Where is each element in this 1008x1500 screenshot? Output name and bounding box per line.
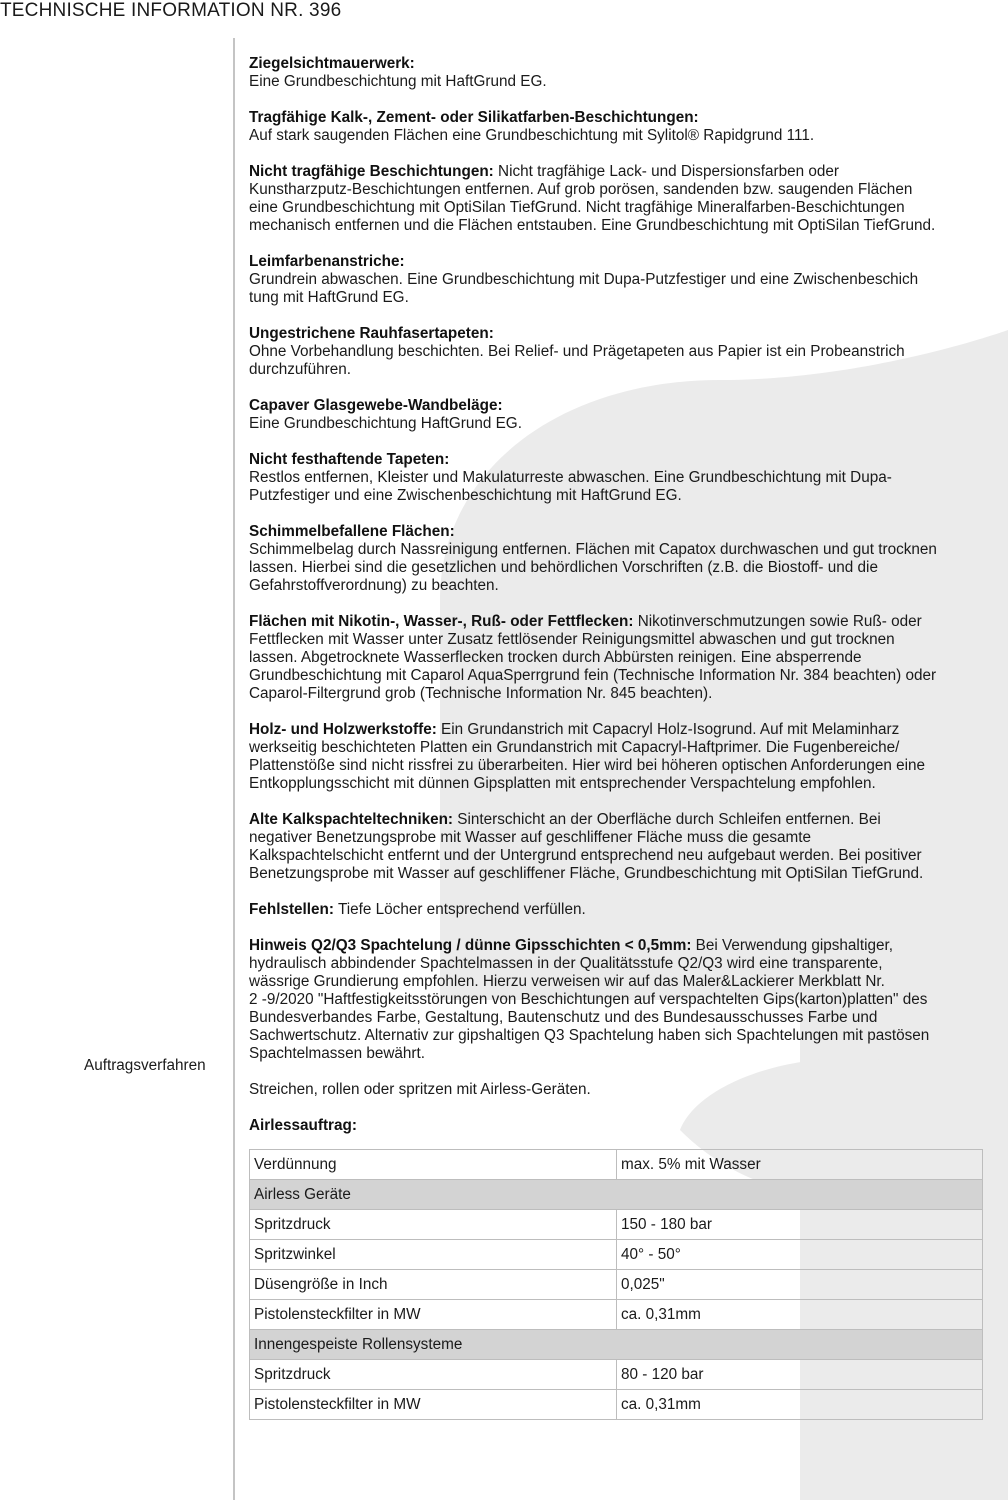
section-heading: Nicht tragfähige Beschichtungen: <box>249 163 494 180</box>
section-heading: Flächen mit Nikotin-, Wasser-, Ruß- oder Fettflecken: <box>249 613 634 630</box>
table-group-row <box>250 1180 983 1210</box>
table-cell-value: 150 - 180 bar <box>617 1210 983 1240</box>
section-hinweis-spachtelung <box>249 937 989 1063</box>
table-group-label: Innengespeiste Rollensysteme <box>250 1330 983 1360</box>
section-heading: Alte Kalkspachteltechniken: <box>249 811 454 828</box>
section-heading: Ungestrichene Rauhfasertapeten: <box>249 325 494 342</box>
main-content <box>249 55 989 1420</box>
section-heading: Fehlstellen: <box>249 901 334 918</box>
table-row <box>250 1270 983 1300</box>
section-nicht-festhaftende-tapeten <box>249 451 989 505</box>
section-heading: Holz- und Holzwerkstoffe: <box>249 721 437 738</box>
section-heading: Hinweis Q2/Q3 Spachtelung / dünne Gipsschichten < 0,5mm: <box>249 937 692 954</box>
section-heading: Capaver Glasgewebe-Wandbeläge: <box>249 397 503 414</box>
table-cell-value: ca. 0,31mm <box>617 1300 983 1330</box>
table-cell-label: Düsengröße in Inch <box>250 1270 617 1300</box>
section-rauhfasertapeten <box>249 325 989 379</box>
table-cell-label: Spritzdruck <box>250 1360 617 1390</box>
section-body: Nikotinverschmutzungen sowie Ruß- oder Fettflecken mit Wasser unter Zusatz fettlösender Reinigungsmittel abwaschen und gut trocknen lassen. Abgetrocknete Wasserflecken trocken durch Abbürsten reinigen. Eine absperrende Grundbeschichtung mit Caparol AquaSperrgrund fein (Technische Information Nr. 384 beachten) oder Caparol-Filtergrund grob (Technische Information Nr. 845 beachten). <box>249 613 937 702</box>
airless-heading: Airlessauftrag: <box>249 1117 357 1134</box>
table-cell-label: Verdünnung <box>250 1150 617 1180</box>
table-row <box>250 1390 983 1420</box>
section-leimfarbenanstriche <box>249 253 989 307</box>
table-row <box>250 1240 983 1270</box>
section-heading: Nicht festhaftende Tapeten: <box>249 451 450 468</box>
section-glasgewebe <box>249 397 989 433</box>
section-heading: Leimfarbenanstriche: <box>249 253 405 270</box>
auftrag-text: Streichen, rollen oder spritzen mit Airless-Geräten. <box>249 1081 591 1098</box>
section-body: Ein Grundanstrich mit Capacryl Holz-Isogrund. Auf mit Melaminharz werkseitig beschichteten Platten ein Grundanstrich mit Capacryl-Haftprimer. Die Fugenbereiche/ Plattenstöße sind nicht rissfrei zu überarbeiten. Hier wird bei höheren optischen Anforderungen eine Entkopplungsschicht mit dünnen Gipsplatten mit entsprechender Verspachtelung empfohlen. <box>249 721 926 792</box>
table-row <box>250 1150 983 1180</box>
section-tragfaehige-beschichtungen <box>249 109 989 145</box>
table-cell-label: Spritzdruck <box>250 1210 617 1240</box>
section-body: Auf stark saugenden Flächen eine Grundbeschichtung mit Sylitol® Rapidgrund 111. <box>249 127 815 144</box>
section-heading: Tragfähige Kalk-, Zement- oder Silikatfarben-Beschichtungen: <box>249 109 699 126</box>
vertical-divider <box>233 38 235 1500</box>
page-title: TECHNISCHE INFORMATION NR. 396 <box>0 0 342 21</box>
section-holz <box>249 721 989 793</box>
section-body: Sinterschicht an der Oberfläche durch Schleifen entfernen. Bei negativer Benetzungsprobe mit Wasser auf geschliffener Fläche muss die gesamte Kalkspachtelschicht entfernt und der Untergrund entsprechend neu aufgebaut werden. Bei positiver Benetzungsprobe mit Wasser auf geschliffener Fläche, Grundbeschichtung mit OptiSilan TiefGrund. <box>249 811 924 882</box>
section-nicht-tragfaehige-beschichtungen <box>249 163 989 235</box>
table-row <box>250 1360 983 1390</box>
table-group-label: Airless Geräte <box>250 1180 983 1210</box>
table-cell-value: ca. 0,31mm <box>617 1390 983 1420</box>
table-group-row <box>250 1330 983 1360</box>
section-body: Grundrein abwaschen. Eine Grundbeschichtung mit Dupa-Putzfestiger und eine Zwischenbeschich tung mit HaftGrund EG. <box>249 271 919 306</box>
table-cell-value: 0,025" <box>617 1270 983 1300</box>
auftragsverfahren-label: Auftragsverfahren <box>84 1057 206 1074</box>
table-cell-label: Pistolensteckfilter in MW <box>250 1300 617 1330</box>
table-row <box>250 1210 983 1240</box>
table-cell-value: 40° - 50° <box>617 1240 983 1270</box>
section-body: Bei Verwendung gipshaltiger, hydraulisch abbindender Spachtelmassen in der Qualitätsstufe Q2/Q3 wird eine transparente, wässrige Grundierung empfohlen. Hierzu verweisen wir auf das Maler&Lackierer Merkblatt Nr. 2 -9/2020 "Haftfestigkeitsstörungen von Beschichtungen auf verspachtelten Gips(karton)platten" des Bundesverbandes Farbe, Gestaltung, Bautenschutz und des Bundesausschusses Farbe und Sachwertschutz. Alternativ zur gipshaltigen Q3 Spachtelung haben sich Spachtelungen mit pastösen Spachtelmassen bewährt. <box>249 937 930 1062</box>
section-body: Schimmelbelag durch Nassreinigung entfernen. Flächen mit Capatox durchwaschen und gut trocknen lassen. Hierbei sind die gesetzlichen und behördlichen Vorschriften (z.B. die Biostoff- und die Gefahrstoffverordnung) zu beachten. <box>249 541 937 594</box>
section-body: Restlos entfernen, Kleister und Makulaturreste abwaschen. Eine Grundbeschichtung mit Dupa- Putzfestiger und eine Zwischenbeschichtung mit HaftGrund EG. <box>249 469 892 504</box>
table-cell-value: 80 - 120 bar <box>617 1360 983 1390</box>
section-body: Eine Grundbeschichtung HaftGrund EG. <box>249 415 522 432</box>
section-body: Tiefe Löcher entsprechend verfüllen. <box>334 901 586 918</box>
section-flecken <box>249 613 989 703</box>
airless-spec-table <box>249 1149 983 1420</box>
table-cell-label: Spritzwinkel <box>250 1240 617 1270</box>
section-body: Nicht tragfähige Lack- und Dispersionsfarben oder Kunstharzputz-Beschichtungen entfernen. Auf grob porösen, sandenden bzw. saugenden Flächen eine Grundbeschichtung mit OptiSilan TiefGrund. Nicht tragfähige Mineralfarben-Beschichtungen mechanisch entfernen und die Flächen entstauben. Eine Grundbeschichtung mit OptiSilan TiefGrund. <box>249 163 936 234</box>
section-heading: Ziegelsichtmauerwerk: <box>249 55 415 72</box>
table-cell-label: Pistolensteckfilter in MW <box>250 1390 617 1420</box>
section-schimmel <box>249 523 989 595</box>
section-auftrag <box>249 1081 989 1099</box>
table-row <box>250 1300 983 1330</box>
section-kalkspachtel <box>249 811 989 883</box>
section-heading: Schimmelbefallene Flächen: <box>249 523 455 540</box>
section-fehlstellen <box>249 901 989 919</box>
section-ziegelsichtmauerwerk <box>249 55 989 91</box>
section-body: Eine Grundbeschichtung mit HaftGrund EG. <box>249 73 547 90</box>
section-body: Ohne Vorbehandlung beschichten. Bei Relief- und Prägetapeten aus Papier ist ein Probeanstrich durchzuführen. <box>249 343 905 378</box>
table-cell-value: max. 5% mit Wasser <box>617 1150 983 1180</box>
